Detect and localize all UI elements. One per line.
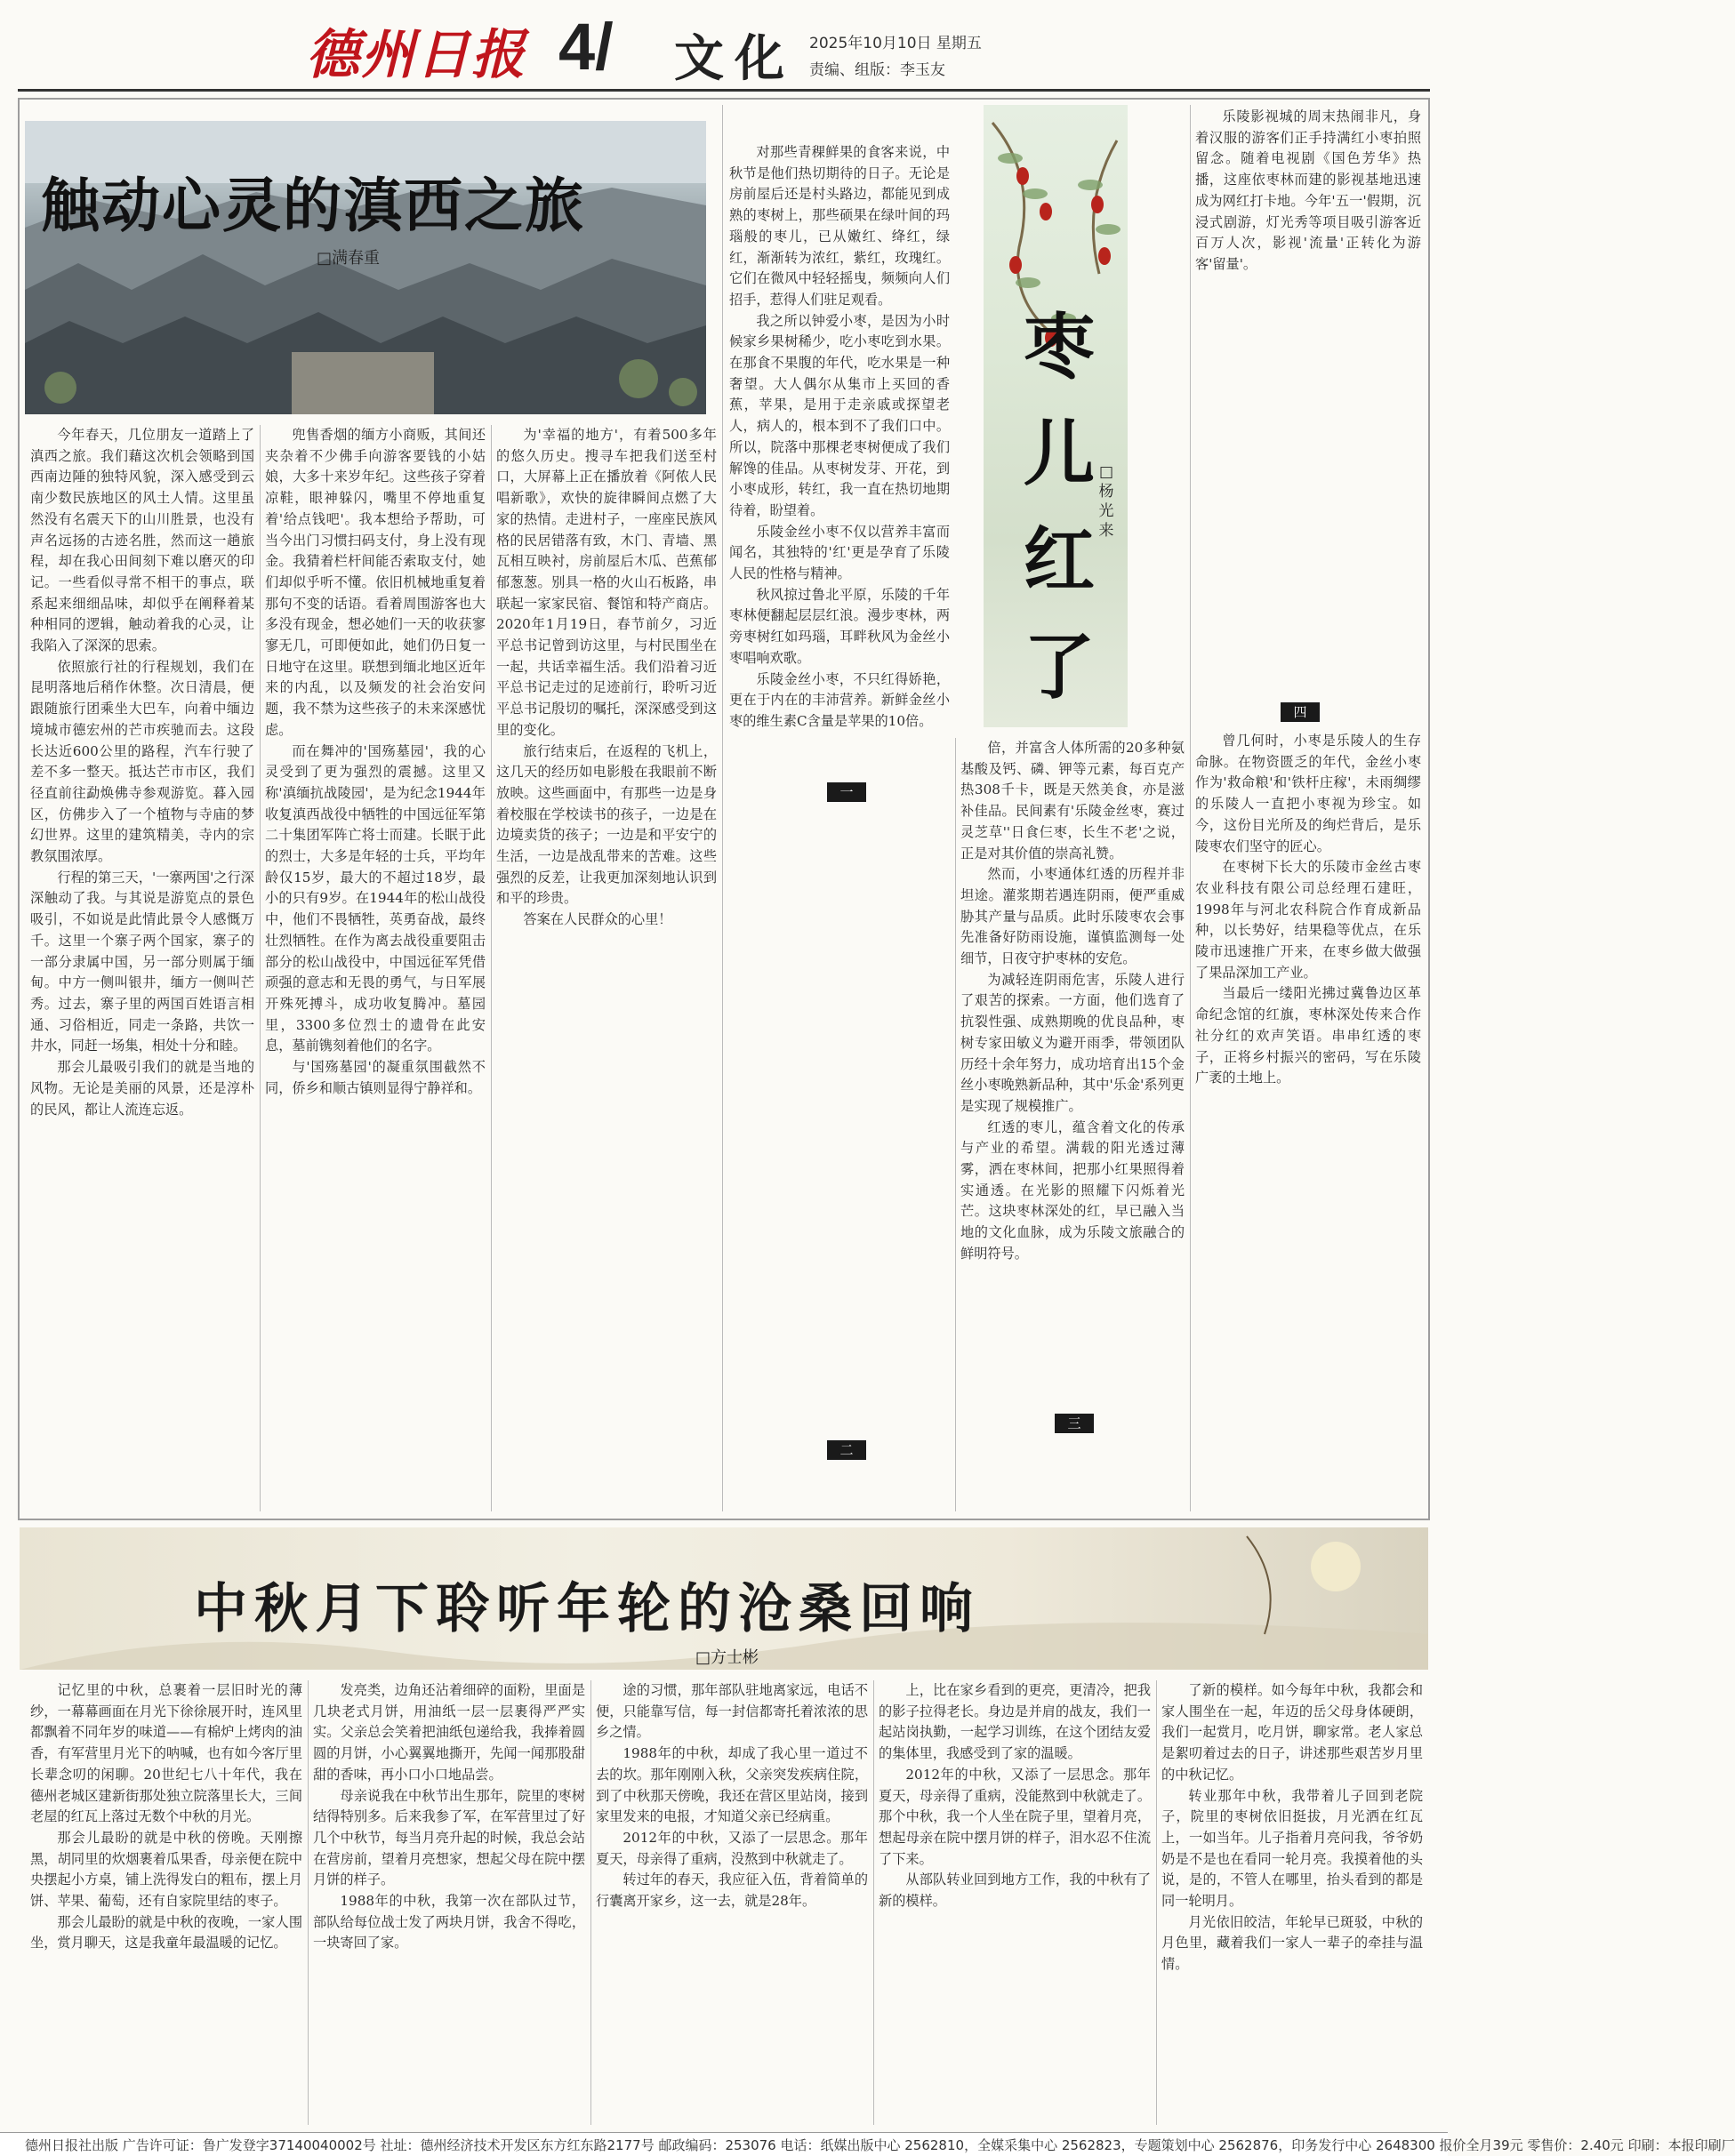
article2-paragraph: 在枣树下长大的乐陵市金丝古枣农业科技有限公司总经理石建旺，1998年与河北农科院合作育成新品种，以长势好，结果稳等优点，在乐陵市迅速推广开来，在枣乡做大做强了果品深加工产业。 (1195, 859, 1421, 981)
article2-column-1 (729, 142, 950, 1511)
article3-paragraph: 记忆里的中秋，总裹着一层旧时光的薄纱，一幕幕画面在月光下徐徐展开时，连风里都飘着不同年岁的味道——有棉炉上烤肉的油香，有军营里月光下的呐喊，也有如今客厅里长辈念叨的闲聊。20世纪七八十年代，我在德州老城区建新街那处独立院落里长大，三间老屋的红瓦上落过无数个中秋的月光。 (30, 1682, 302, 1825)
article3-byline: □方士彬 (695, 1648, 759, 1667)
article3-paragraph: 上，比在家乡看到的更亮，更清冷，把我的影子拉得老长。身边是并肩的战友，我们一起站岗执勤，一起学习训练，在这个团结友爱的集体里，我感受到了家的温暖。 (879, 1682, 1151, 1762)
editor-credit: 责编、组版：李玉友 (809, 61, 945, 79)
article2-paragraph: 乐陵影视城的周末热闹非凡，身着汉服的游客们正手持满红小枣拍照留念。随着电视剧《国色芳华》热播，这座依枣林而建的影视基地迅速成为网红打卡地。今年'五一'假期，沉浸式剧游，灯光秀等项目吸引游客近百万人次，影视'流量'正转化为游客'留量'。 (1195, 108, 1421, 272)
article1-paragraph: 兜售香烟的缅方小商贩，其间还夹杂着不少佛手向游客要钱的小姑娘，大多十来岁年纪。这些孩子穿着凉鞋，眼神躲闪，嘴里不停地重复着'给点钱吧'。我本想给予帮助，可当今出门习惯扫码支付，身上没有现金。我猜着栏杆间能否索取支付，她们却似乎听不懂。依旧机械地重复着那句不变的话语。看着周围游客也大多没有现金，想必她们一天的收获寥寥无几，可即便如此，她们仍日复一日地守在这里。联想到缅北地区近年来的内乱，以及频发的社会治安问题，我不禁为这些孩子的未来深感忧虑。 (265, 427, 486, 738)
section-marker-2: 二 (827, 1440, 866, 1460)
article3-paragraph: 1988年的中秋，我第一次在部队过节，部队给每位战士发了两块月饼，我舍不得吃，一块寄回了家。 (313, 1893, 585, 1952)
article3-title: 中秋月下聆听年轮的沧桑回响 (194, 1578, 980, 1640)
article2-paragraph: 红透的枣儿，蕴含着文化的传承与产业的希望。满载的阳光透过薄雾，洒在枣林间，把那小红果照得着实通透。在光影的照耀下闪烁着光芒。这块枣林深处的红，早已融入当地的文化血脉，成为乐陵文旅融合的鲜明符号。 (960, 1118, 1185, 1262)
column-divider (722, 105, 723, 1511)
article2-paragraph: 然而，小枣通体红透的历程并非坦途。灌浆期若遇连阴雨，便严重威胁其产量与品质。此时乐陵枣农会事先准备好防雨设施，谨慎监测每一处细节，日夜守护枣林的安危。 (960, 866, 1185, 967)
column-divider (1156, 1680, 1157, 2125)
article3-paragraph: 那会儿最盼的就是中秋的夜晚，一家人围坐，赏月聊天，这是我童年最温暖的记忆。 (30, 1913, 302, 1952)
article2-paragraph: 秋风掠过鲁北平原，乐陵的千年枣林便翻起层层红浪。漫步枣林，两旁枣树红如玛瑙，耳畔秋风为金丝小枣唱响欢歌。 (729, 586, 950, 666)
article2-title (1019, 293, 1099, 720)
article1-column-2 (265, 425, 486, 1511)
section-title: 文化 (674, 30, 795, 88)
article1-paragraph: 行程的第三天，'一寨两国'之行深深触动了我。与其说是游览点的景色吸引，不如说是此情此景令人感慨万千。这里一个寨子两个国家，寨子的一部分隶属中国，另一部分则属于缅甸。中方一侧叫银井，缅方一侧叫芒秀。过去，寨子里的两国百姓语言相通、习俗相近，同走一条路，共饮一井水，同赶一场集，相处十分和睦。 (30, 869, 254, 1054)
article2-column-3a (1195, 107, 1421, 693)
article2-column-2 (960, 738, 1185, 1511)
article2-title-char: 了 (1024, 625, 1095, 709)
article3-paragraph: 途的习惯，那年部队驻地离家远，电话不便，只能靠写信，每一封信都寄托着浓浓的思乡之情。 (596, 1682, 868, 1741)
article3-column-5 (1161, 1680, 1423, 2125)
article2-title-char: 枣 (1024, 305, 1095, 389)
article2-paragraph: 曾几何时，小枣是乐陵人的生存命脉。在物资匮乏的年代，金丝小枣作为'救命粮'和'铁杆庄稼'，未雨绸缪的乐陵人一直把小枣视为珍宝。如今，这份目光所及的绚烂背后，是乐陵枣农们坚守的匠心。 (1195, 733, 1421, 854)
column-divider (590, 1680, 591, 2125)
column-divider (873, 1680, 874, 2125)
header-rule (18, 89, 1430, 92)
article2-paragraph: 为减轻连阴雨危害，乐陵人进行了艰苦的探索。一方面，他们选育了抗裂性强、成熟期晚的优良品种，枣树专家田敏义为避开雨季，带领团队历经十余年努力，成功培育出15个金丝小枣晚熟新品种，其中'乐金'系列更是实现了规模推广。 (960, 971, 1185, 1114)
column-divider (1190, 105, 1191, 1511)
article1-paragraph: 旅行结束后，在返程的飞机上，这几天的经历如电影般在我眼前不断放映。这些画面中，有那些一边是身着校服在学校读书的孩子，一边是在边境卖货的孩子；一边是和平安宁的生活，一边是战乱带来的苦难。这些强烈的反差，让我更加深刻地认识到和平的珍贵。 (496, 742, 717, 907)
section-marker-4: 四 (1281, 702, 1320, 722)
section-marker-3: 三 (1055, 1414, 1094, 1433)
masthead-header (0, 0, 1448, 89)
article1-byline: □满春重 (317, 249, 381, 268)
article3-paragraph: 那会儿最盼的就是中秋的傍晚。天刚擦黑，胡同里的炊烟裹着瓜果香，母亲便在院中央摆起小方桌，铺上洗得发白的粗布，摆上月饼、苹果、葡萄，还有自家院里结的枣子。 (30, 1829, 302, 1910)
page-footer (0, 2132, 1735, 2156)
article1-paragraph: 答案在人民群众的心里！ (523, 911, 672, 928)
article2-paragraph: 乐陵金丝小枣，不只红得娇艳，更在于内在的丰沛营养。新鲜金丝小枣的维生素C含量是苹果的10倍。 (729, 670, 950, 729)
article2-paragraph: 倍，并富含人体所需的20多种氨基酸及钙、磷、钾等元素，每百克产热308千卡，既是天然美食，亦是滋补佳品。民间素有'乐陵金丝枣，赛过灵芝草''日食仨枣，长生不老'之说，正是对其价值的崇高礼赞。 (960, 740, 1185, 862)
article3-paragraph: 2012年的中秋，又添了一层思念。那年夏天，母亲得了重病，没熬到中秋就走了。 (596, 1829, 868, 1867)
section-marker-1: 一 (827, 782, 866, 802)
article2-paragraph: 当最后一缕阳光拂过冀鲁边区革命纪念馆的红旗，枣林深处传来合作社分红的欢声笑语。串串红透的枣子，正将乡村振兴的密码，写在乐陵广袤的土地上。 (1195, 985, 1421, 1086)
footer-imprint: 德州日报社出版 广告许可证：鲁广发登字37140040002号 社址：德州经济技术开发区东方红东路2177号 邮政编码：253076 电话：纸媒出版中心 2562810，全媒采集中心 2562823，专题策划中心 2562876，印务发行中心 2648300 报价全月39元 零售价：2.40元 印刷：本报印刷厂 (25, 2137, 1735, 2153)
article2-paragraph: 乐陵金丝小枣不仅以营养丰富而闻名，其独特的'红'更是孕育了乐陵人民的性格与精神。 (729, 523, 950, 582)
article1-paragraph: 与'国殇墓园'的凝重氛围截然不同，侨乡和顺古镇则显得宁静祥和。 (265, 1059, 486, 1096)
article2-paragraph: 我之所以钟爱小枣，是因为小时候家乡果树稀少，吃小枣吃到水果。在那食不果腹的年代，吃水果是一种奢望。大人偶尔从集市上买回的香蕉，苹果，是用于走亲戚或探望老人，病人的，根本到不了我们口中。所以，院落中那棵老枣树便成了我们解馋的佳品。从枣树发芽、开花，到小枣成形，转红，我一直在热切地期待着，盼望着。 (729, 312, 950, 518)
article1-paragraph: 为'幸福的地方'，有着500多年的悠久历史。搜寻车把我们送至村口，大屏幕上正在播放着《阿侬人民唱新歌》，欢快的旋律瞬间点燃了大家的热情。走进村子，一座座民族风格的民居错落有致，木门、青墙、黑瓦相互映衬，房前屋后木瓜、芭蕉郁郁葱葱。别具一格的火山石板路，串联起一家家民宿、餐馆和特产商店。2020年1月19日，春节前夕，习近平总书记曾到访这里，与村民围坐在一起，共话幸福生活。我们沿着习近平总书记走过的足迹前行，聆听习近平总书记殷切的嘱托，深深感受到这里的变化。 (496, 427, 717, 738)
article3-paragraph: 月光依旧皎洁，年轮早已斑驳，中秋的月色里，藏着我们一家人一辈子的牵挂与温情。 (1161, 1913, 1423, 1973)
article1-column-1 (30, 425, 254, 1511)
article3-paragraph: 了新的模样。如今每年中秋，我都会和家人围坐在一起，年迈的岳父母身体硬朗，我们一起赏月，吃月饼，聊家常。老人家总是絮叨着过去的日子，讲述那些艰苦岁月里的中秋记忆。 (1161, 1682, 1423, 1783)
article1-title: 触动心灵的滇西之旅 (41, 171, 585, 240)
article2-byline: □杨光来 (1098, 463, 1114, 540)
article2-paragraph: 对那些青稞鲜果的食客来说，中秋节是他们热切期待的日子。无论是房前屋后还是村头路边，都能见到成熟的枣树上，那些硕果在绿叶间的玛瑙般的枣儿，已从嫩红、绛红，绿红，渐渐转为浓红，紫红，玫瑰红。它们在微风中轻轻摇曳，频频向人们招手，惹得人们驻足观看。 (729, 144, 950, 308)
article2-column-3b (1195, 731, 1421, 1511)
column-divider (308, 1680, 309, 2125)
article3-paragraph: 发亮类，边角还沾着细碎的面粉，里面是几块老式月饼，用油纸一层一层裹得严严实实。父亲总会笑着把油纸包递给我，我捧着圆圆的月饼，小心翼翼地撕开，先闻一闻那股甜甜的香味，再小口小口地品尝。 (313, 1682, 585, 1783)
article3-column-3 (596, 1680, 868, 2125)
masthead-logo: 德州日报 (306, 24, 526, 86)
page-number: 4/ (558, 10, 614, 84)
column-divider (260, 425, 261, 1511)
column-divider (955, 738, 956, 1511)
article1-paragraph: 今年春天，几位朋友一道踏上了滇西之旅。我们藉这次机会领略到国西南边陲的独特风貌，深入感受到云南少数民族地区的风土人情。这里虽然没有名震天下的山川胜景，也没有声名远扬的古迹名胜，然而这一趟旅程，却在我心田间刻下难以磨灭的印记。一些看似寻常不相干的事点，联系起来细细品味，却似乎在阐释着某种相同的逻辑，触动着我的心灵，让我陷入了深深的思索。 (30, 427, 254, 654)
article1-paragraph: 那会儿最吸引我们的就是当地的风物。无论是美丽的风景，还是淳朴的民风，都让人流连忘返。 (30, 1059, 254, 1118)
article1-paragraph: 而在舞冲的'国殇墓园'，我的心灵受到了更为强烈的震撼。这里又称'滇缅抗战陵园'，是为纪念1944年收复滇西战役中牺牲的中国远征军第二十集团军阵亡将士而建。长眠于此的烈士，大多是年轻的士兵，平均年龄仅15岁，最大的不超过18岁，最小的只有9岁。在1944年的松山战役中，他们不畏牺牲，英勇奋战，最终壮烈牺牲。在作为离去战役重要阻击部分的松山战役中，中国远征军凭借顽强的意志和无畏的勇气，与日军展开殊死搏斗，成功收复腾冲。墓园里，3300多位烈士的遗骨在此安息，墓前镌刻着他们的名字。 (265, 742, 486, 1054)
article1-column-3 (496, 425, 717, 1511)
article2-title-char: 红 (1024, 518, 1095, 602)
article3-column-2 (313, 1680, 585, 2125)
issue-date: 2025年10月10日 星期五 (809, 35, 982, 52)
article3-paragraph: 转过年的春天，我应征入伍，背着简单的行囊离开家乡，这一去，就是28年。 (596, 1871, 868, 1910)
column-divider (491, 425, 492, 1511)
article2-title-char: 儿 (1024, 412, 1095, 495)
article3-paragraph: 1988年的中秋，却成了我心里一道过不去的坎。那年刚刚入秋，父亲突发疾病住院，到了中秋那天傍晚，我还在营区里站岗，接到家里发来的电报，才知道父亲已经病重。 (596, 1745, 868, 1825)
article3-paragraph: 母亲说我在中秋节出生那年，院里的枣树结得特别多。后来我参了军，在军营里过了好几个中秋节，每当月亮升起的时候，我总会站在营房前，望着月亮想家，想起父母在院中摆月饼的样子。 (313, 1787, 585, 1888)
article3-paragraph: 2012年的中秋，又添了一层思念。那年夏天，母亲得了重病，没能熬到中秋就走了。那个中秋，我一个人坐在院子里，望着月亮，想起母亲在院中摆月饼的样子，泪水忍不住流了下来。 (879, 1766, 1151, 1867)
article3-column-1 (30, 1680, 302, 2125)
article3-paragraph: 从部队转业回到地方工作，我的中秋有了新的模样。 (879, 1871, 1151, 1910)
article3-column-4 (879, 1680, 1151, 2125)
article3-paragraph: 转业那年中秋，我带着儿子回到老院子，院里的枣树依旧挺拔，月光洒在红瓦上，一如当年。儿子指着月亮问我，爷爷奶奶是不是也在看同一轮月亮。我摸着他的头说，是的，不管人在哪里，抬头看到的都是同一轮明月。 (1161, 1787, 1423, 1910)
article1-paragraph: 依照旅行社的行程规划，我们在昆明落地后稍作休整。次日清晨，便跟随旅行团乘坐大巴车，向着中缅边境城市德宏州的芒市疾驰而去。这段长达近600公里的路程，汽车行驶了差不多一整天。抵达芒市市区，我们径直前往勐焕佛寺参观游览。暮入园区，仿佛步入了一个植物与寺庙的梦幻世界。这里的建筑精美，寺内的宗教氛围浓厚。 (30, 658, 254, 865)
